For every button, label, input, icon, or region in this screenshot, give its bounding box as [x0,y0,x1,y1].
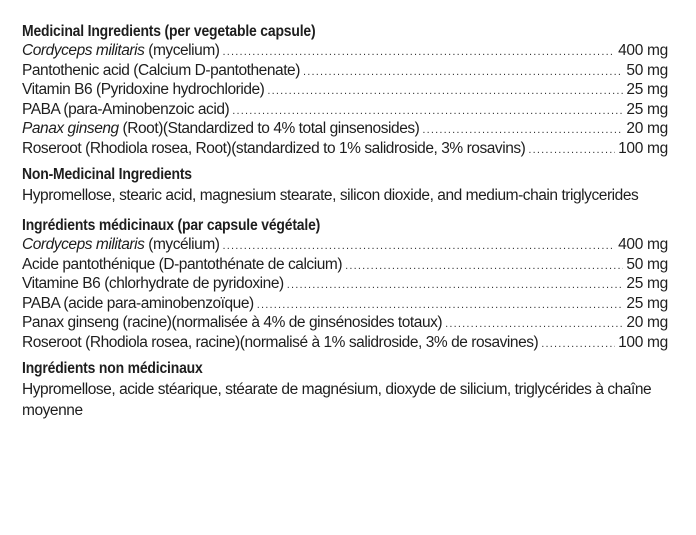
ingredient-name: PABA (acide para-aminobenzoïque) [22,294,254,312]
ingredient-row [22,42,668,62]
ingredient-row [22,140,668,160]
ingredient-name-text: (mycelium) [144,42,220,59]
ingredient-name: Vitamin B6 (Pyridoxine hydrochloride) [22,81,265,98]
ingredient-amount: 20 mg [626,314,668,331]
dot-leader [287,276,624,295]
medicinal-heading-fr: Ingrédients médicinaux (par capsule végétale) [22,217,321,234]
ingredient-name: Panax ginseng (racine)(normalisée à 4% de ginsénosides totaux) [22,314,443,331]
dot-leader [223,43,616,62]
ingredient-name-text: (mycélium) [144,236,220,253]
non-medicinal-ingredients-en [22,165,668,206]
ingredient-name [22,236,220,255]
ingredient-amount: 100 mg [618,139,668,157]
dot-leader [345,257,623,276]
ingredient-italic-name: Panax ginseng [22,120,119,137]
dot-leader [223,237,616,256]
non-medicinal-text-fr: Hypromellose, acide stéarique, stéarate de magnésium, dioxyde de silicium, triglycérides à chaîne moyenne [22,381,652,419]
ingredient-amount: 100 mg [618,333,668,351]
ingredient-amount: 400 mg [618,42,668,59]
ingredient-italic-name: Cordyceps militaris [22,42,145,59]
ingredient-name: PABA (para-Aminobenzoic acid) [22,100,230,118]
non-medicinal-text-en: Hypromellose, stearic acid, magnesium stearate, silicon dioxide, and medium-chain triglycerides [22,187,639,204]
ingredient-name: Pantothenic acid (Calcium D-pantothenate) [22,61,300,79]
ingredient-amount: 25 mg [626,294,668,312]
ingredient-name [22,42,220,61]
ingredient-amount: 400 mg [618,236,668,253]
dot-leader [267,82,623,101]
ingredient-row [22,275,668,295]
ingredient-name: Vitamine B6 (chlorhydrate de pyridoxine) [22,275,284,292]
medicinal-heading-en: Medicinal Ingredients (per vegetable capsule) [22,23,316,40]
ingredient-amount: 50 mg [626,61,668,79]
dot-leader [422,121,623,140]
medicinal-ingredients-en [22,22,668,159]
ingredient-amount: 50 mg [626,255,668,273]
ingredient-amount: 25 mg [626,100,668,118]
ingredient-row [22,295,668,315]
ingredient-row [22,81,668,101]
ingredient-row [22,236,668,256]
non-medicinal-ingredients-fr [22,359,668,421]
non-medicinal-heading-fr: Ingrédients non médicinaux [22,360,203,377]
ingredient-name [22,120,419,139]
dot-leader [541,335,615,354]
ingredient-amount: 20 mg [626,120,668,137]
ingredient-name: Roseroot (Rhodiola rosea, racine)(normalisé à 1% salidroside, 3% de rosavines) [22,333,539,351]
dot-leader [445,315,623,334]
ingredient-amount: 25 mg [626,81,668,98]
dot-leader [232,102,623,121]
ingredient-row [22,101,668,121]
ingredient-name: Roseroot (Rhodiola rosea, Root)(standardized to 1% salidroside, 3% rosavins) [22,139,526,157]
dot-leader [528,141,615,160]
non-medicinal-heading-en: Non-Medicinal Ingredients [22,166,192,183]
ingredient-row [22,314,668,334]
ingredient-name-text: (Root)(Standardized to 4% total ginsenosides) [118,120,420,137]
ingredient-row [22,256,668,276]
dot-leader [303,63,623,82]
ingredients-label [22,22,668,421]
ingredient-italic-name: Cordyceps militaris [22,236,145,253]
dot-leader [257,296,624,315]
ingredient-row [22,334,668,354]
ingredient-row [22,120,668,140]
ingredient-row [22,62,668,82]
ingredient-name: Acide pantothénique (D-pantothénate de calcium) [22,255,343,273]
medicinal-ingredients-fr [22,216,668,353]
ingredient-amount: 25 mg [626,275,668,292]
